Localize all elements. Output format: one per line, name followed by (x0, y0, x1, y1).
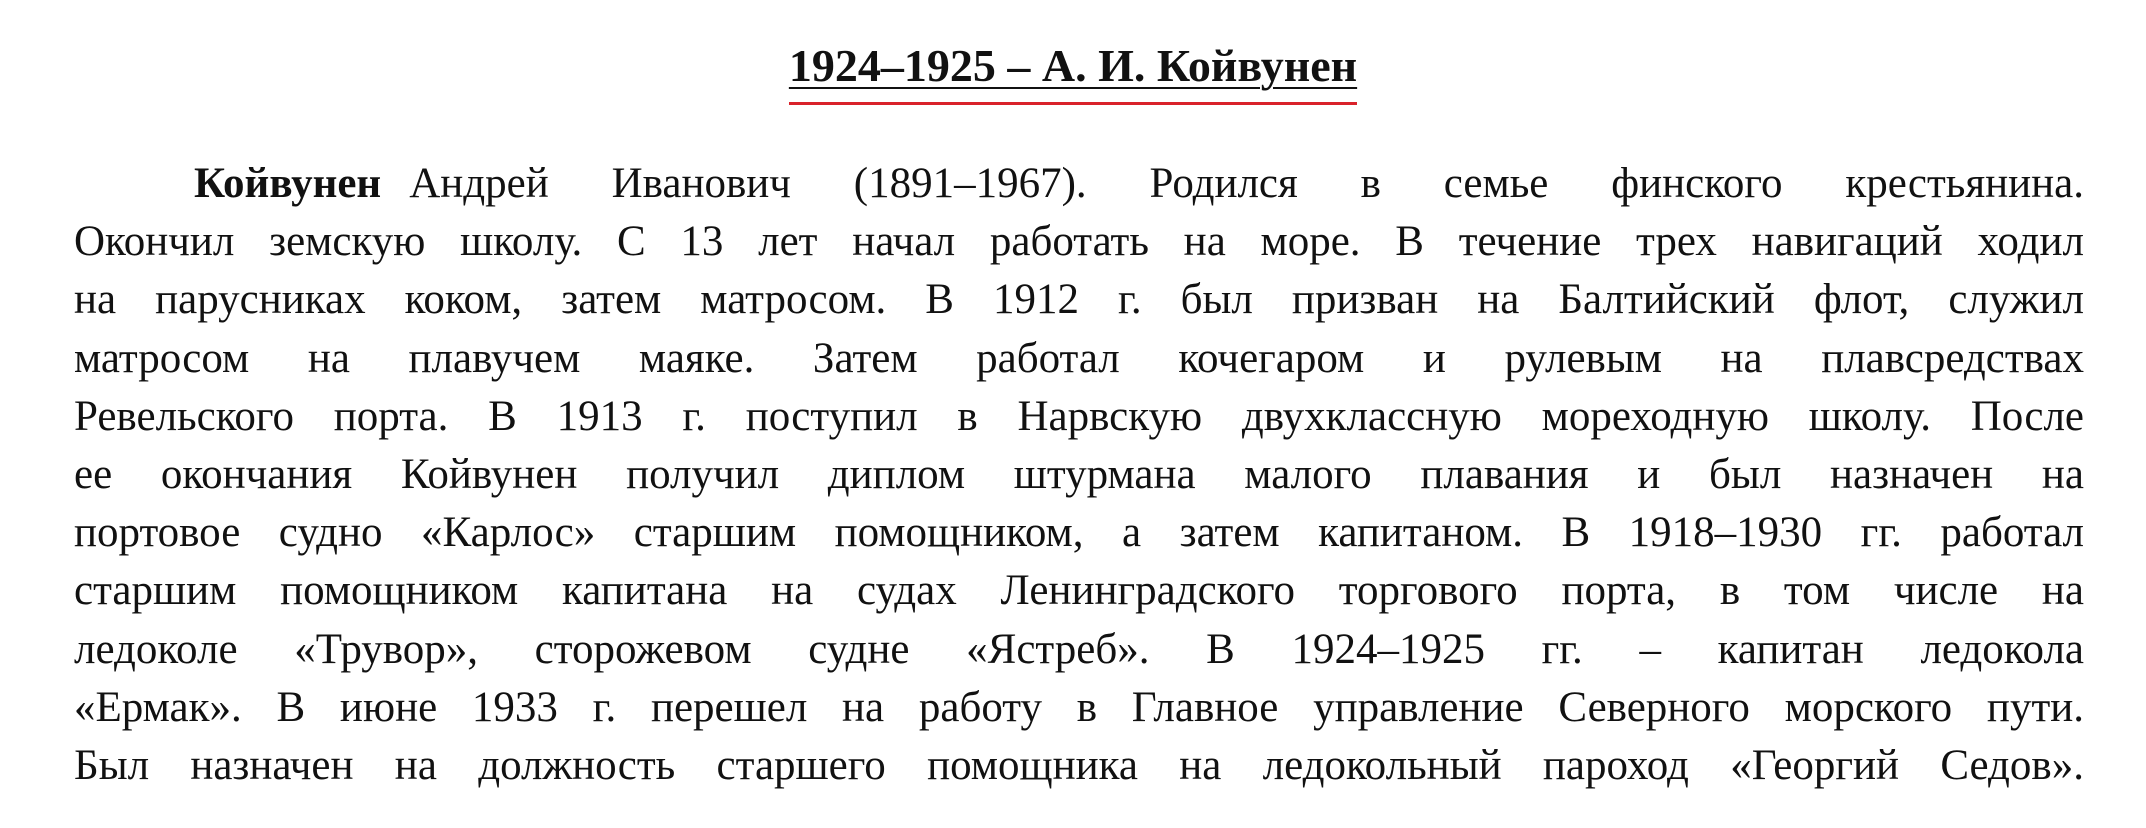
line-text: Окончил земскую школу. С 13 лет начал работать на море. В течение трех навигаций ходил (74, 218, 2084, 266)
line-text: старшим помощником капитана на судах Ленинградского торгового порта, в том числе на (74, 567, 2084, 615)
biography-paragraph (74, 155, 2084, 795)
paragraph-line (74, 388, 2084, 446)
paragraph-line (74, 679, 2084, 737)
paragraph-line (74, 213, 2084, 271)
paragraph-line (74, 155, 2084, 213)
paragraph-line (74, 446, 2084, 504)
paragraph-line (74, 621, 2084, 679)
paragraph-line (74, 504, 2084, 562)
line-text: Был назначен на должность старшего помощника на ледокольный пароход «Георгий Седов». (74, 741, 2084, 789)
paragraph-line (74, 330, 2084, 388)
line-text: ледоколе «Трувор», сторожевом судне «Ястреб». В 1924–1925 гг. – капитан ледокола (74, 625, 2084, 673)
paragraph-line (74, 737, 2084, 795)
line-text: на парусниках коком, затем матросом. В 1912 г. был призван на Балтийский флот, служил (74, 276, 2084, 324)
line-text: Андрей Иванович (1891–1967). Родился в семье финского крестьянина. (409, 160, 2084, 207)
section-heading (0, 36, 2146, 105)
line-text: Ревельского порта. В 1913 г. поступил в Нарвскую двухклассную мореходную школу. После (74, 392, 2084, 440)
person-name: Койвунен (194, 160, 382, 207)
paragraph-line (74, 271, 2084, 329)
paragraph-line (74, 562, 2084, 620)
line-text: «Ермак». В июне 1933 г. перешел на работу в Главное управление Северного морского пути. (74, 683, 2084, 731)
line-text: ее окончания Койвунен получил диплом штурмана малого плавания и был назначен на (74, 450, 2084, 498)
heading-title: 1924–1925 – А. И. Койвунен (789, 36, 1357, 105)
line-text: портовое судно «Карлос» старшим помощником, а затем капитаном. В 1918–1930 гг. работал (74, 509, 2084, 557)
line-text: матросом на плавучем маяке. Затем работал кочегаром и рулевым на плавсредствах (74, 334, 2084, 382)
